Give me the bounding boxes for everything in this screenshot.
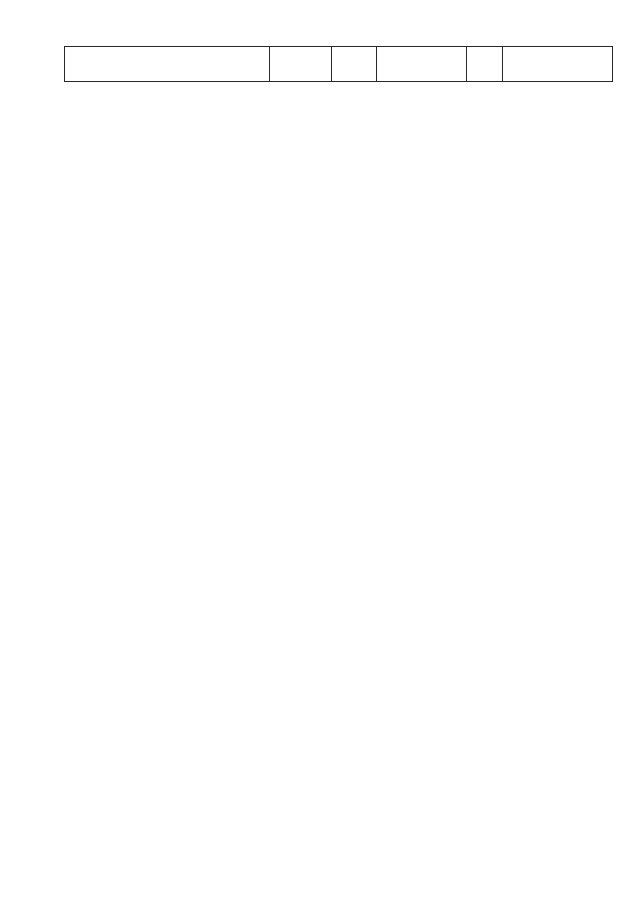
table-header-row [65, 47, 613, 82]
budget-table [64, 46, 613, 82]
header-chief-administrator [270, 47, 332, 82]
header-section-subsection [332, 47, 377, 82]
header-target-item [377, 47, 467, 82]
header-indicator-name [65, 47, 270, 82]
header-amount [503, 47, 613, 82]
header-expense-type [467, 47, 503, 82]
